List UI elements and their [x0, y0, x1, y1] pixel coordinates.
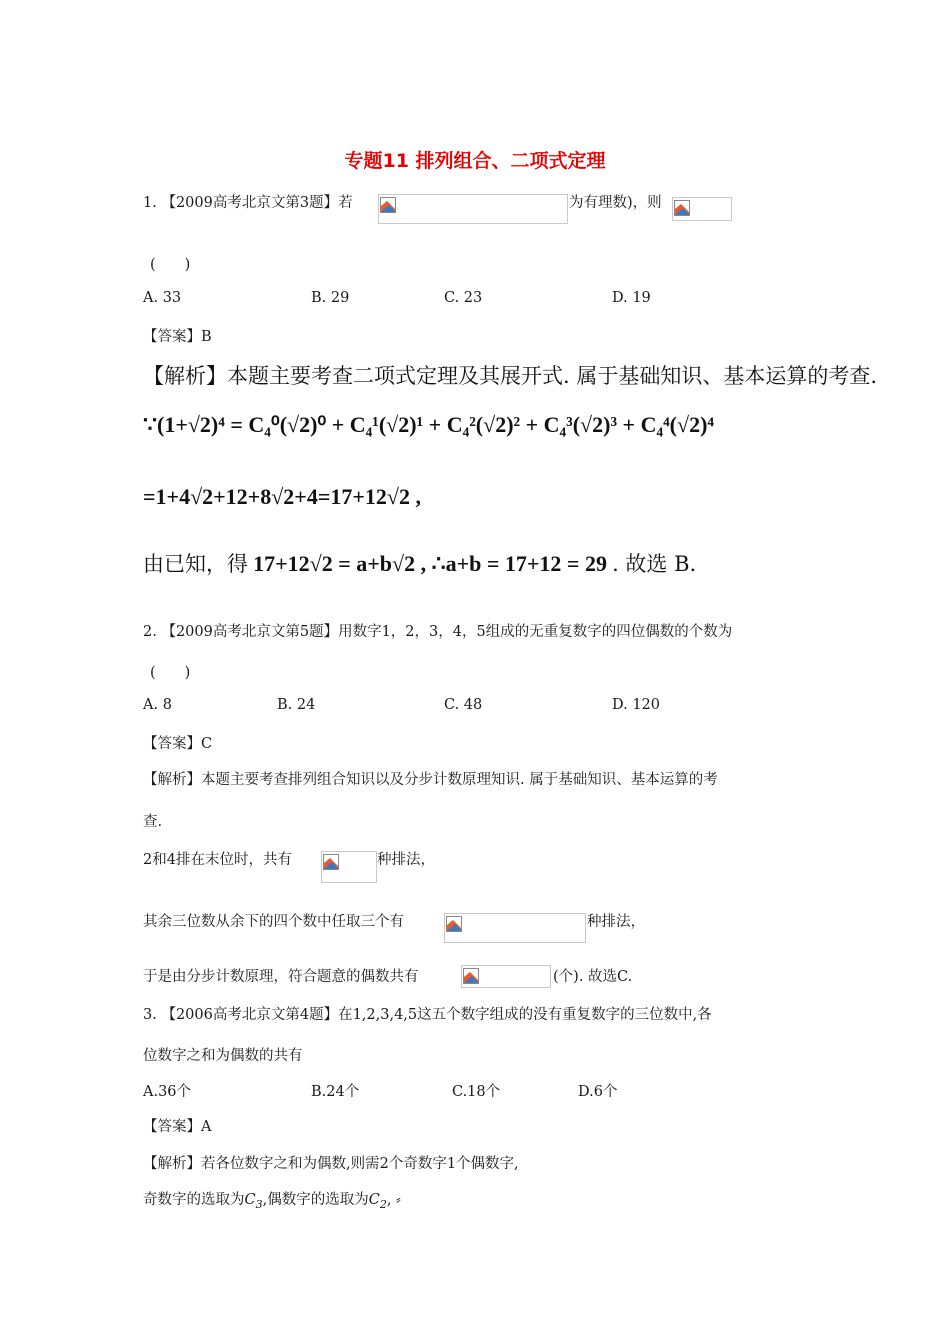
q3-option-a: A.36个 — [143, 1084, 192, 1100]
page-title: 专题11 排列组合、二项式定理 — [344, 150, 606, 172]
q1-stem-end: 为有理数)，则 — [569, 195, 662, 211]
q1-equation-1: ∵(1+√2)⁴ = C₄⁰(√2)⁰ + C₄¹(√2)¹ + C₄²(√2)² + C₄³(√2)³ + C₄⁴(√2)⁴ — [143, 412, 714, 437]
q2-paren: ( ) — [150, 665, 191, 681]
q1-formula-image — [378, 194, 568, 224]
q2-formula-image-2 — [444, 913, 586, 943]
q1-formula-image-2 — [672, 197, 732, 221]
q2-stem: 2. 【2009高考北京文第5题】用数字1，2，3，4，5组成的无重复数字的四位偶数的个数为 — [143, 624, 733, 640]
q2-line-2-end: 种排法， — [587, 914, 645, 930]
q2-option-c: C. 48 — [444, 697, 483, 713]
q2-line-3-start: 于是由分步计数原理，符合题意的偶数共有 — [143, 969, 419, 985]
broken-image-icon — [463, 968, 479, 984]
broken-image-icon — [446, 916, 462, 932]
broken-image-icon — [674, 200, 690, 216]
q3-stem-2: 位数字之和为偶数的共有 — [143, 1048, 303, 1064]
q1-equation-2: =1+4√2+12+8√2+4=17+12√2 , — [143, 484, 421, 509]
q1-option-d: D. 19 — [612, 290, 651, 306]
q2-answer: 【答案】C — [143, 736, 213, 752]
q1-equation-3-prefix: 由已知，得 — [143, 552, 248, 576]
q2-analysis-2: 查. — [143, 814, 163, 830]
q3-stem-1: 3. 【2006高考北京文第4题】在1,2,3,4,5这五个数字组成的没有重复数字的三位数中,各 — [143, 1007, 712, 1023]
q1-option-a: A. 33 — [143, 290, 182, 306]
q1-equation-3 — [143, 548, 696, 578]
q3-line-end: , ⸗ — [386, 1192, 401, 1208]
q1-option-c: C. 23 — [444, 290, 483, 306]
q3-formula-c2: $C_2$ — [368, 1192, 387, 1211]
q3-line-start: 奇数字的选取为 — [143, 1192, 245, 1208]
q3-option-c: C.18个 — [452, 1084, 501, 1100]
q1-equation-3-body: 17+12√2 = a+b√2 , ∴a+b = 17+12 = 29 — [253, 551, 607, 576]
q1-analysis: 【解析】本题主要考查二项式定理及其展开式. 属于基础知识、基本运算的考查. — [143, 364, 878, 388]
q3-line — [143, 1188, 401, 1211]
q3-option-b: B.24个 — [311, 1084, 360, 1100]
q3-line-middle: ,偶数字的选取为 — [262, 1192, 369, 1208]
q2-option-d: D. 120 — [612, 697, 661, 713]
q1-equation-3-suffix: . 故选 B. — [612, 552, 697, 576]
q1-stem-start: 1. 【2009高考北京文第3题】若 — [143, 195, 353, 211]
q1-answer: 【答案】B — [143, 329, 212, 345]
q2-analysis-1: 【解析】本题主要考查排列组合知识以及分步计数原理知识. 属于基础知识、基本运算的考 — [143, 772, 718, 788]
q2-formula-image-3 — [461, 965, 551, 988]
q3-formula-c3: $C_3$ — [244, 1192, 263, 1211]
q3-answer: 【答案】A — [143, 1119, 212, 1135]
q2-line-1-start: 2和4排在末位时，共有 — [143, 852, 292, 868]
broken-image-icon — [323, 854, 339, 870]
q1-paren: ( ) — [150, 257, 191, 273]
q1-option-b: B. 29 — [311, 290, 350, 306]
broken-image-icon — [380, 197, 396, 213]
q2-line-1-end: 种排法， — [377, 852, 435, 868]
q2-option-a: A. 8 — [143, 697, 172, 713]
q2-option-b: B. 24 — [277, 697, 316, 713]
q2-line-2-start: 其余三位数从余下的四个数中任取三个有 — [143, 914, 404, 930]
q2-line-3-end: (个). 故选C. — [553, 969, 633, 985]
q2-formula-image-1 — [321, 851, 377, 883]
q3-option-d: D.6个 — [578, 1084, 618, 1100]
q3-analysis: 【解析】若各位数字之和为偶数,则需2个奇数字1个偶数字, — [143, 1156, 519, 1172]
